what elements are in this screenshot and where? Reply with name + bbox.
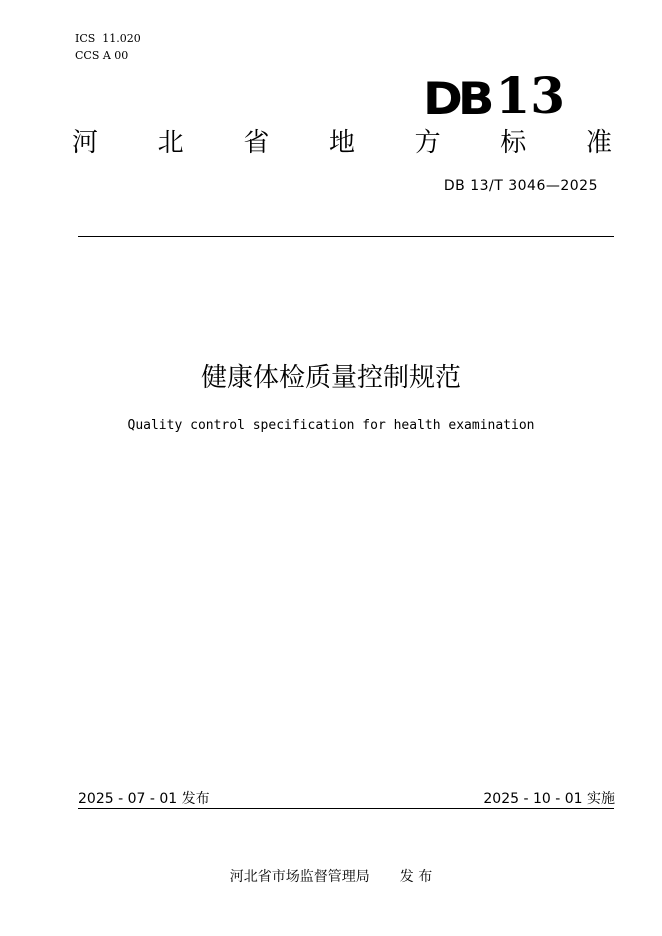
issuer-action: 发 布 (399, 869, 433, 885)
top-divider (78, 236, 614, 237)
bottom-divider (78, 808, 614, 809)
standard-code: DB 13/T 3046—2025 (443, 178, 598, 194)
standard-type-heading (72, 125, 612, 161)
issuer-name: 河北省市场监督管理局 (229, 869, 370, 885)
standard-type-char: 北 (157, 128, 184, 158)
issuer-line (0, 866, 662, 886)
document-title-en: Quality control specification for health examination (127, 418, 535, 433)
logo-number: 13 (495, 66, 566, 125)
logo-letters: DB (423, 73, 490, 125)
standard-type-char: 地 (328, 128, 355, 158)
db13-logo (423, 66, 573, 126)
ccs-code: CCS A 00 (75, 49, 129, 62)
standard-type-char: 省 (243, 128, 270, 158)
standard-type-char: 标 (500, 128, 527, 158)
document-title-zh: 健康体检质量控制规范 (200, 363, 461, 393)
standard-type-char: 河 (72, 128, 99, 158)
standard-type-char: 方 (414, 128, 441, 158)
release-date: 2025 - 07 - 01 发布 (78, 791, 210, 807)
standard-type-char: 准 (585, 128, 612, 158)
classification-codes (75, 30, 141, 64)
implement-date: 2025 - 10 - 01 实施 (483, 791, 615, 807)
ics-code: ICS 11.020 (75, 32, 141, 45)
